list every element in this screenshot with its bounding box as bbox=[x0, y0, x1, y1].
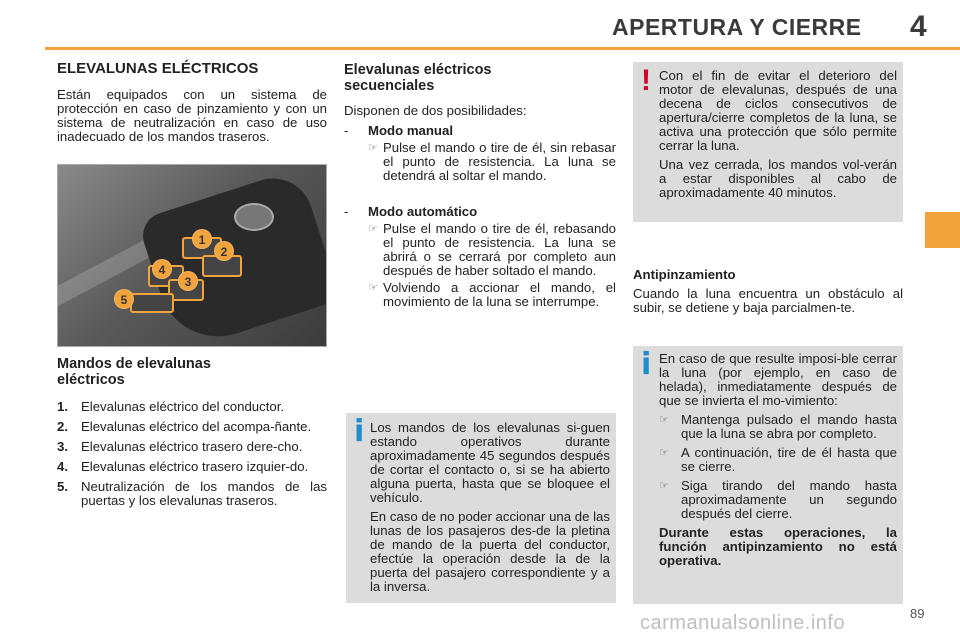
list-item-text: Elevalunas eléctrico del conductor. bbox=[81, 399, 285, 414]
mirror-adjust-knob bbox=[234, 203, 274, 231]
sequential-heading: Elevalunas eléctricos secuenciales bbox=[344, 62, 492, 94]
door-controls-photo bbox=[57, 164, 327, 347]
list-item bbox=[659, 446, 897, 474]
warning-icon: ! bbox=[641, 64, 651, 97]
left-column bbox=[57, 62, 327, 144]
list-item-number: 3. bbox=[57, 439, 68, 454]
sequential-intro: Disponen de dos posibilidades: bbox=[344, 103, 527, 118]
list-item bbox=[659, 413, 897, 441]
info-box-anti-pinch bbox=[633, 346, 903, 604]
list-item-text: Neutralización de los mandos de las puertas y los elevalunas traseros. bbox=[81, 479, 327, 508]
bullet-text: Siga tirando del mando hasta aproximadamente un segundo después del cierre. bbox=[681, 478, 897, 521]
manual-mode bbox=[344, 124, 616, 138]
controls-section bbox=[57, 356, 327, 508]
auto-mode bbox=[344, 205, 616, 219]
list-item bbox=[368, 222, 616, 278]
info-icon: i bbox=[641, 347, 652, 382]
hand-pointer-icon: ☞ bbox=[368, 142, 378, 154]
bullet-text: Volviendo a accionar el mando, el movimiento de la luna se interrumpe. bbox=[383, 280, 616, 309]
section-heading: ELEVALUNAS ELÉCTRICOS bbox=[57, 60, 259, 77]
bold-note: Durante estas operaciones, la función antipinzamiento no está operativa. bbox=[659, 525, 897, 568]
page-number: 89 bbox=[910, 606, 925, 621]
bullet-text: A continuación, tire de él hasta que se cierre. bbox=[681, 445, 897, 474]
info-paragraph: Los mandos de los elevalunas si-guen estando operativos durante aproximadamente 45 segundos después de cortar el contacto o, si se ha abierto alguna puerta, hasta que se bloquee el vehículo. bbox=[370, 420, 610, 505]
list-item-number: 4. bbox=[57, 459, 68, 474]
list-item bbox=[57, 460, 327, 474]
warning-paragraph: Una vez cerrada, los mandos vol-verán a estar disponibles al cabo de aproximadamente 40 minutos. bbox=[659, 157, 897, 200]
list-item-text: Elevalunas eléctrico del acompa-ñante. bbox=[81, 419, 312, 434]
hand-pointer-icon: ☞ bbox=[368, 223, 378, 235]
header-rule bbox=[45, 47, 960, 50]
page-header-title: APERTURA Y CIERRE bbox=[612, 14, 862, 40]
photo-badge: 4 bbox=[152, 259, 172, 279]
chapter-number: 4 bbox=[910, 10, 927, 43]
hand-pointer-icon: ☞ bbox=[659, 414, 669, 426]
mode-dash: - bbox=[344, 123, 349, 138]
warning-box bbox=[633, 62, 903, 222]
watermark: carmanualsonline.info bbox=[640, 612, 846, 634]
intro-paragraph: Están equipados con un sistema de protección en caso de pinzamiento y con un sistema de neutralización en caso de uso inadecuado de los mandos traseros. bbox=[57, 87, 327, 144]
photo-badge: 3 bbox=[178, 271, 198, 291]
list-item bbox=[57, 420, 327, 434]
photo-badge: 1 bbox=[192, 229, 212, 249]
list-item bbox=[57, 480, 327, 508]
list-item-text: Elevalunas eléctrico trasero dere-cho. bbox=[81, 439, 303, 454]
mode-dash: - bbox=[344, 204, 349, 219]
hand-pointer-icon: ☞ bbox=[659, 480, 669, 492]
info-paragraph: En caso de que resulte imposi-ble cerrar la luna (por ejemplo, en caso de helada), inmediatamente después de que se invierta el mo-vimiento: bbox=[659, 351, 897, 408]
list-item bbox=[368, 281, 616, 309]
list-item-number: 1. bbox=[57, 399, 68, 414]
info-paragraph: En caso de no poder accionar una de las lunas de los pasajeros des-de la pletina de mando de la puerta del conductor, efectúe la operación desde la de la puerta del pasajero correspondiente y a la inversa. bbox=[370, 509, 610, 594]
hand-pointer-icon: ☞ bbox=[368, 282, 378, 294]
info-box-operation bbox=[346, 413, 616, 603]
list-item-number: 5. bbox=[57, 479, 68, 494]
warning-paragraph: Con el fin de evitar el deterioro del motor de elevalunas, después de una decena de ciclos consecutivos de apertura/cierre completos de la luna, se activa una protección que sólo permite cerrar la luna. bbox=[659, 68, 897, 153]
bullet-text: Mantenga pulsado el mando hasta que la luna se abra por completo. bbox=[681, 412, 897, 441]
list-item bbox=[57, 400, 327, 414]
bullet-text: Pulse el mando o tire de él, rebasando el punto de resistencia. La luna se abrirá o se cerrará por completo aun después de haber soltado el mando. bbox=[383, 221, 616, 278]
list-item-number: 2. bbox=[57, 419, 68, 434]
manual-mode-title: Modo manual bbox=[368, 123, 453, 138]
anti-pinch-text: Cuando la luna encuentra un obstáculo al subir, se detiene y baja parcialmen-te. bbox=[633, 286, 903, 315]
photo-switch-5 bbox=[130, 293, 174, 313]
list-item bbox=[368, 141, 616, 183]
controls-heading: Mandos de elevalunas eléctricos bbox=[57, 356, 211, 388]
list-item bbox=[57, 440, 327, 454]
photo-badge: 2 bbox=[214, 241, 234, 261]
chapter-side-tab bbox=[925, 212, 960, 248]
info-icon: i bbox=[354, 414, 365, 449]
bullet-text: Pulse el mando o tire de él, sin rebasar el punto de resistencia. La luna se detendrá al soltar el mando. bbox=[383, 140, 616, 183]
list-item bbox=[659, 479, 897, 521]
photo-badge: 5 bbox=[114, 289, 134, 309]
anti-pinch-section bbox=[633, 268, 903, 315]
hand-pointer-icon: ☞ bbox=[659, 447, 669, 459]
middle-column bbox=[344, 62, 616, 309]
anti-pinch-heading: Antipinzamiento bbox=[633, 267, 736, 282]
auto-mode-title: Modo automático bbox=[368, 204, 478, 219]
list-item-text: Elevalunas eléctrico trasero izquier-do. bbox=[81, 459, 309, 474]
